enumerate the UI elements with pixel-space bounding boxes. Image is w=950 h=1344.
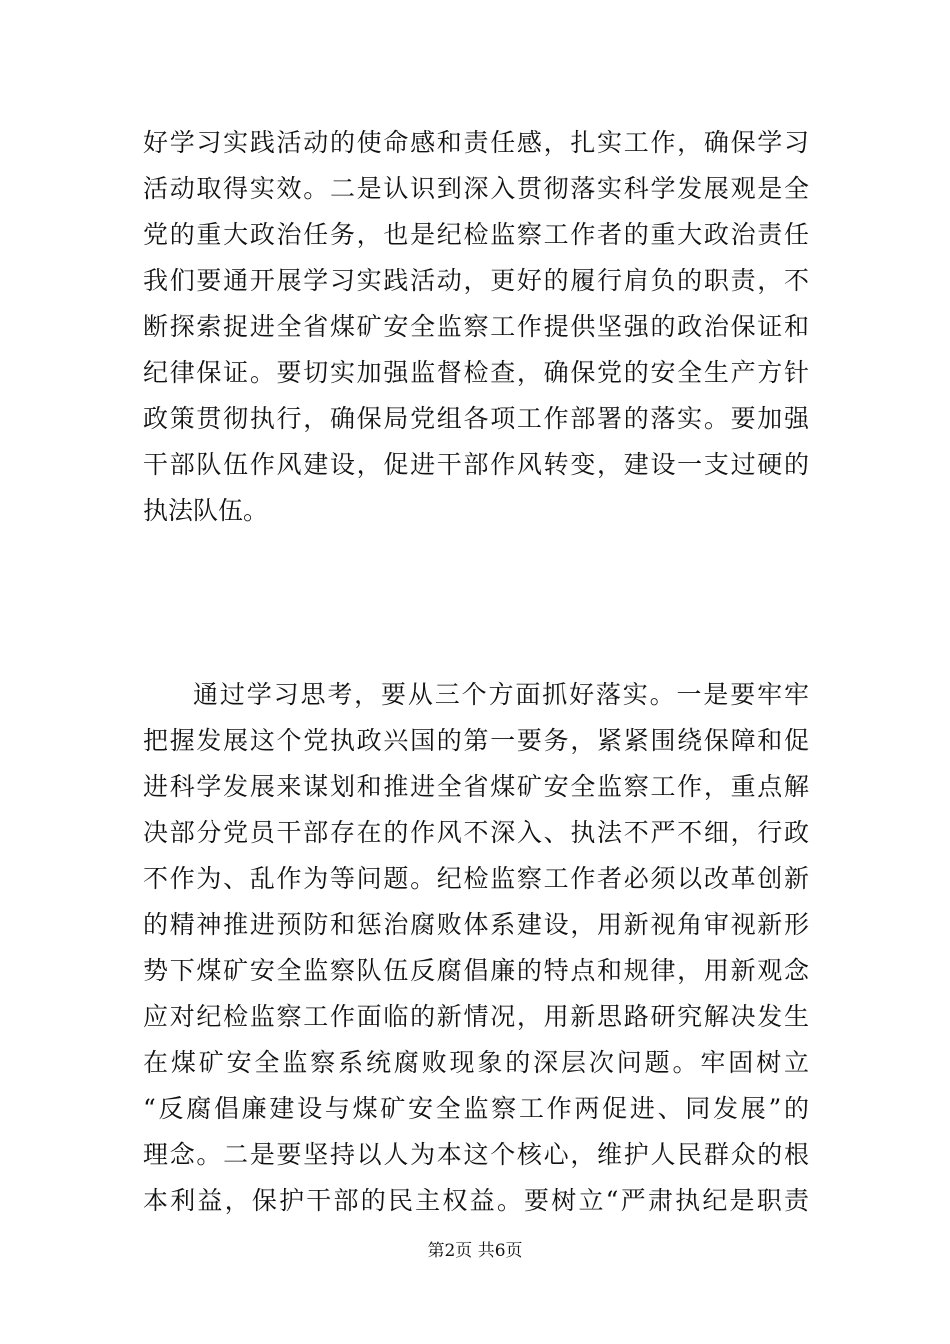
text-line: 本利益，保护干部的民主权益。要树立“严肃执纪是职责: [143, 1186, 809, 1215]
heading-line: [143, 626, 809, 672]
text-line: 应对纪检监察工作面临的新情况，用新思路研究解决发生: [143, 1002, 809, 1031]
heading-line: [193, 534, 809, 580]
text-line: 决部分党员干部存在的作风不深入、执法不严不细，行政: [143, 818, 809, 847]
text-line: 执法队伍。: [143, 496, 269, 525]
text-line: 政策贯彻执行，确保局党组各项工作部署的落实。要加强: [143, 404, 809, 433]
text-line: 纪律保证。要切实加强监督检查，确保党的安全生产方针: [143, 358, 809, 387]
text-line: “反腐倡廉建设与煤矿安全监察工作两促进、同发展”的: [143, 1094, 809, 1123]
text-line: 我们要通开展学习实践活动，更好的履行肩负的职责，不: [143, 266, 809, 295]
heading-line: [143, 580, 809, 626]
text-line: 好学习实践活动的使命感和责任感，扎实工作，确保学习: [143, 128, 809, 157]
text-line: 不作为、乱作为等问题。纪检监察工作者必须以改革创新: [143, 864, 809, 893]
text-line: 的精神推进预防和惩治腐败体系建设，用新视角审视新形: [143, 910, 809, 939]
text-line: 党的重大政治任务，也是纪检监察工作者的重大政治责任: [143, 220, 809, 249]
text-line: 势下煤矿安全监察队伍反腐倡廉的特点和规律，用新观念: [143, 956, 809, 985]
text-line: 把握发展这个党执政兴国的第一要务，紧紧围绕保障和促: [143, 726, 809, 755]
text-line: 活动取得实效。二是认识到深入贯彻落实科学发展观是全: [143, 174, 809, 203]
text-line: 通过学习思考，要从三个方面抓好落实。一是要牢牢: [193, 680, 809, 709]
text-line: 进科学发展来谋划和推进全省煤矿安全监察工作，重点解: [143, 772, 809, 801]
text-line: 理念。二是要坚持以人为本这个核心，维护人民群众的根: [143, 1140, 809, 1169]
text-line: 在煤矿安全监察系统腐败现象的深层次问题。牢固树立: [143, 1048, 809, 1077]
text-line: 断探索捉进全省煤矿安全监察工作提供坚强的政治保证和: [143, 312, 809, 341]
text-line: 干部队伍作风建设，促进干部作风转变，建设一支过硬的: [143, 450, 809, 479]
page-number-footer: 第2页 共6页: [427, 1241, 523, 1261]
